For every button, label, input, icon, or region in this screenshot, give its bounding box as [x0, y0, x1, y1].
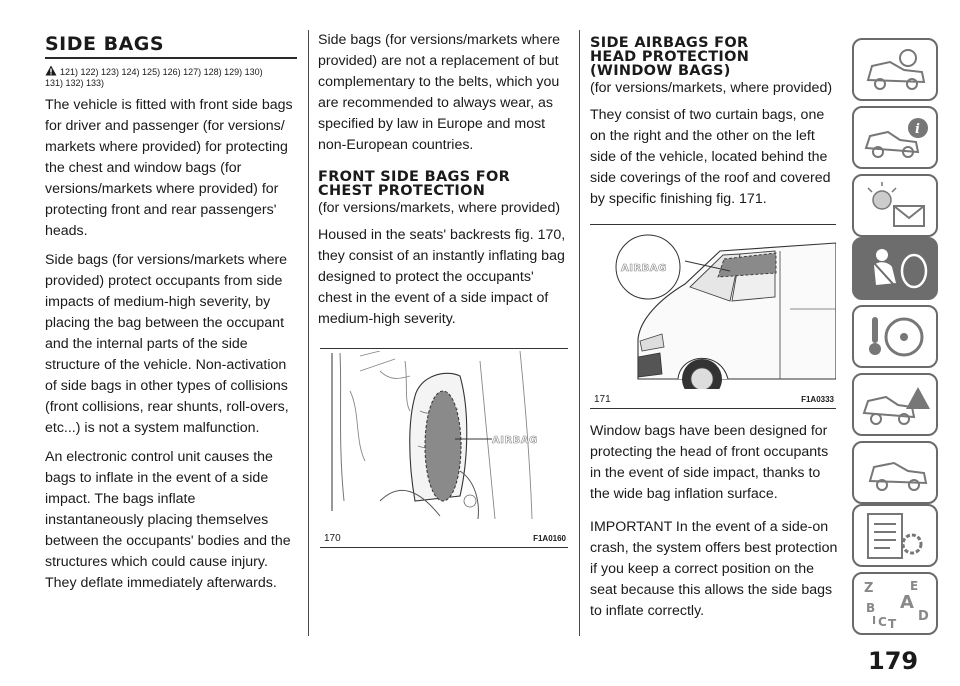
figure-code: F1A0333 — [801, 395, 834, 404]
warning-triangle-icon — [45, 65, 57, 76]
paragraph: They consist of two curtain bags, one on the right and the other on the left side of the vehicle, located behind the side coverings of the roof and covered by specific finishing fig. 171. — [590, 107, 831, 207]
figure-code: F1A0160 — [533, 534, 566, 543]
steering-key-icon — [860, 311, 932, 363]
section-heading-window-bags — [590, 36, 840, 78]
refs-line-2: 131) 132) 133) — [45, 78, 105, 88]
figure-number: 171 — [594, 394, 611, 405]
tab-safety[interactable] — [852, 237, 938, 300]
car-info-icon — [860, 112, 932, 164]
paragraph: Window bags have been designed for protecting the head of front occupants in the event of side impact, thanks to the wide bag inflation surface. — [590, 423, 829, 502]
paragraph: An electronic control unit causes the bags to inflate in the event of a side impact. The bags inflate instantaneously placing themselves between the occupants' bodies and the structures which could cause injury. They deflate immediately afterwards. — [45, 449, 291, 591]
warning-lights-icon — [860, 180, 932, 232]
airbag-label: AIRBAG — [621, 263, 667, 274]
figure-number: 170 — [324, 533, 341, 544]
paragraph: Housed in the seats' backrests fig. 170, they consist of an instantly inflating bag designed to protect the occupants' chest in the event of a side impact of medium-high severity. — [318, 227, 566, 327]
tab-alphabetical-index[interactable] — [852, 572, 938, 635]
heading-line: SIDE AIRBAGS FOR — [590, 35, 749, 51]
seat-airbag-illustration — [320, 351, 568, 521]
column-divider-left — [308, 30, 309, 636]
section-heading-side-bags: SIDE BAGS — [45, 33, 165, 55]
paragraph: IMPORTANT In the event of a side-on crash, the system offers best protection if you keep a correct position on the seat because this allows the side bags to inflate correctly. — [590, 519, 838, 619]
car-maintenance-icon — [860, 447, 932, 499]
heading-line: HEAD PROTECTION — [590, 49, 750, 65]
refs-line-1: 121) 122) 123) 124) 125) 126) 127) 128) 129) 130) — [60, 67, 263, 77]
heading-line: CHEST PROTECTION — [318, 183, 486, 199]
svg-text:E: E — [910, 579, 919, 593]
column-divider-right — [579, 30, 580, 636]
svg-text:C: C — [878, 615, 887, 629]
svg-text:Z: Z — [864, 581, 874, 596]
tab-knowing-vehicle[interactable] — [852, 38, 938, 101]
page-number: 179 — [868, 647, 919, 675]
paragraph: The vehicle is fitted with front side bags for driver and passenger (for versions/ markets where provided) for protecting the chest and window bags (for versions/markets where provided) for protecting front and rear passengers' heads. — [45, 97, 293, 239]
svg-text:A: A — [900, 592, 914, 613]
car-emergency-icon — [860, 379, 932, 431]
warning-references — [45, 65, 297, 89]
tab-starting-driving[interactable] — [852, 305, 938, 368]
technical-data-icon — [860, 510, 932, 562]
svg-text:I: I — [872, 614, 877, 627]
column-side-bags — [45, 30, 297, 602]
heading-rule — [45, 57, 297, 59]
paragraph: Side bags (for versions/markets where provided) are not a replacement of but complementary to the belts, which you are recommended to always wear, as specified by law in Europe and most non-European countries. — [318, 32, 561, 153]
paragraph: Side bags (for versions/markets where provided) protect occupants from side impacts of medium-high severity, by placing the bag between the occupant and the internal parts of the side structure of the vehicle. Non-activation of side bags in other types of collisions (front collisions, rear shunts, roll-overs, etc...) is not a system malfunction. — [45, 252, 289, 436]
heading-line: FRONT SIDE BAGS FOR — [318, 169, 511, 185]
subheading: (for versions/markets, where provided) — [590, 80, 833, 96]
heading-line: (WINDOW BAGS) — [590, 63, 731, 79]
svg-text:D: D — [918, 609, 929, 624]
figure-170 — [320, 348, 568, 548]
tab-warning-lights[interactable] — [852, 174, 938, 237]
car-dashboard-icon — [860, 44, 932, 96]
airbag-label: AIRBAG — [492, 435, 538, 446]
van-window-airbag-illustration — [590, 229, 836, 389]
svg-text:T: T — [888, 617, 897, 630]
svg-text:i: i — [915, 122, 920, 137]
svg-text:B: B — [866, 601, 876, 615]
alphabetical-index-icon — [860, 578, 932, 630]
tab-maintenance[interactable] — [852, 441, 938, 504]
tab-instruments[interactable] — [852, 106, 938, 169]
column-front-side-bags — [318, 30, 568, 548]
column-window-bags — [590, 36, 840, 630]
safety-seatbelt-icon — [860, 243, 932, 295]
subheading: (for versions/markets, where provided) — [318, 200, 561, 216]
section-heading-front-side-bags — [318, 170, 568, 198]
figure-171 — [590, 224, 836, 409]
tab-technical-data[interactable] — [852, 504, 938, 567]
tab-emergency[interactable] — [852, 373, 938, 436]
